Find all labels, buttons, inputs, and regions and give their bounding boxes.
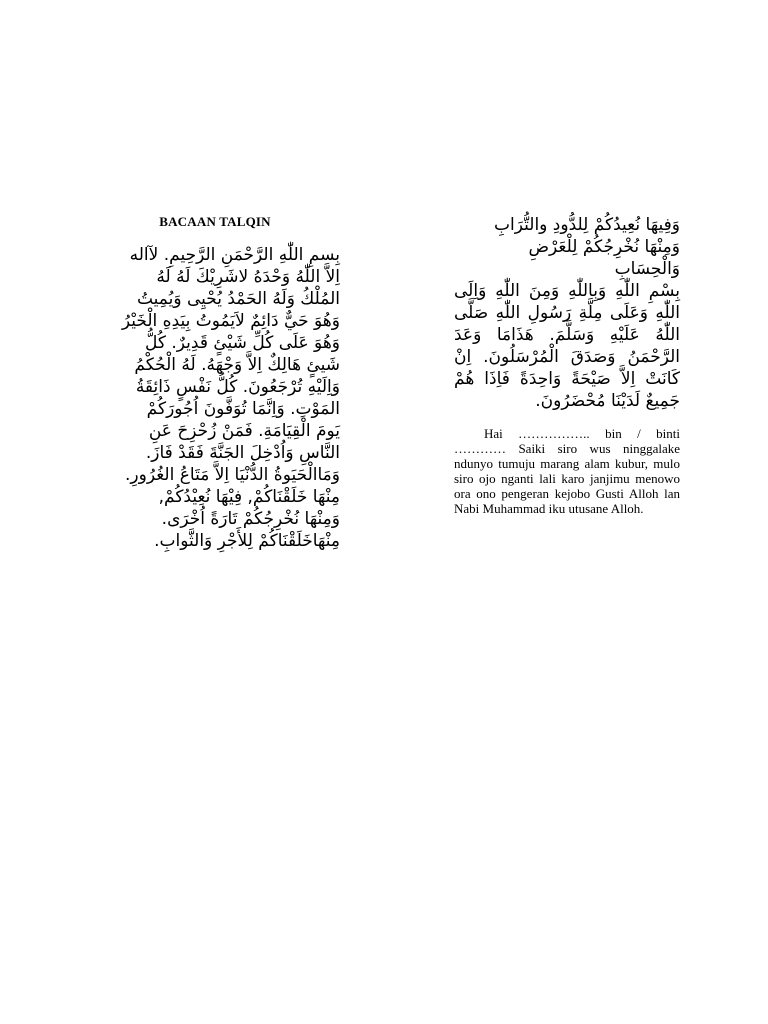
javanese-talqin-text: Hai …………….. bin / binti ………… Saiki siro wus ninggalake ndunyo tumuju marang alam kubur, mulo siro ojo nganti lali karo janjimu menowo ora ono pengeran kejobo Gusti Alloh lan Nabi Muhammad iku utusane Alloh. — [454, 426, 680, 516]
arabic-left-line: وَاِلَيْهِ تُرْجَعُونَ. كُلُّ نَفْسٍ ذَائِقَةُ — [135, 377, 340, 397]
arabic-left-line: مِنْهَا خَلَقْنَاكُمْ, فِيْهَا نُعِيْدُكُمْ, — [158, 487, 340, 507]
arabic-left-line: وَهُوَ عَلَى كُلِّ شَيْئٍ قَدِيرٌ. كُلُّ — [145, 333, 340, 353]
arabic-right-line: وَمِنْهَا نُخْرِجُكُمْ لِلْعَرْضِ — [528, 237, 680, 257]
arabic-right-line: وَالْحِسَابِ — [614, 259, 680, 279]
arabic-left-line: النَّاسِ وَاُدْخِلَ الجَنَّةَ فَقَدْ فَازَ. — [145, 443, 340, 463]
arabic-left-line: يَومَ الْقِيَامَةِ. فَمَنْ زُحْزِحَ عَنِ — [148, 421, 340, 441]
right-column — [454, 214, 680, 516]
arabic-left-line: المُلْكُ وَلَهُ الحَمْدُ يُحْيِى وَيُمِيتُ — [136, 289, 340, 309]
arabic-talqin-text-right-top — [454, 214, 680, 280]
arabic-talqin-text-left — [90, 244, 340, 552]
arabic-left-line: وَمِنْهَا نُخْرِجُكُمْ تَارَةً اُخْرَى. — [161, 509, 340, 529]
arabic-left-line: وَمَاالْحَيَوةُ الدُّنْيَا اِلاَّ مَتَاعُ الغُرُورِ. — [125, 465, 340, 485]
arabic-left-line: بِسمِ اللّٰهِ الرَّحْمَنِ الرَّحِيمِ. لآاله — [129, 245, 340, 265]
arabic-left-line: وَهُوَ حَيٌّ دَائِمٌ لاَيَمُوتُ بِيَدِهِ الْخَيْرُ — [121, 311, 340, 331]
arabic-left-line: المَوْتِ. وَاِنَّمَا تُوَفَّونَ اُجُورَكُمْ — [146, 399, 340, 419]
document-title: BACAAN TALQIN — [159, 214, 271, 229]
arabic-right-line: وَفِيهَا نُعِيدُكُمْ لِلدُّودِ والتُّرَابِ — [494, 215, 680, 235]
arabic-left-line: شَيئٍ هَالِكٌ اِلاَّ وَجْهَهُ. لَهُ الْحُكْمُ — [134, 355, 340, 375]
left-column — [90, 214, 340, 552]
arabic-talqin-text-right: بِسْمِ اللّٰهِ وَبِاللّٰهِ وَمِنَ اللّٰهِ وَاِلَى اللّٰهِ وَعَلَى مِلَّةِ رَسُولِ اللّٰهِ صَلَّى اللّٰهُ عَلَيْهِ وَسَلَّمَ. هَذَامَا وَعَدَ الرَّحْمَنُ وَصَدَقَ الْمُرْسَلُونَ. اِنْ كَانَتْ اِلاَّ صَيْحَةً وَاحِدَةً فَاِذَا هُمْ جَمِيعٌ لَدَيْنَا مُحْضَرُونَ. — [454, 281, 680, 411]
arabic-left-line: اِلاَّ اللّٰهُ وَحْدَهُ لاشَرِيْكَ لَهُ لَهُ — [156, 267, 340, 287]
arabic-left-line: مِنْهَاخَلَقْنَاكُمْ لِلأَجْرِ وَالثَّوابِ. — [154, 531, 340, 551]
